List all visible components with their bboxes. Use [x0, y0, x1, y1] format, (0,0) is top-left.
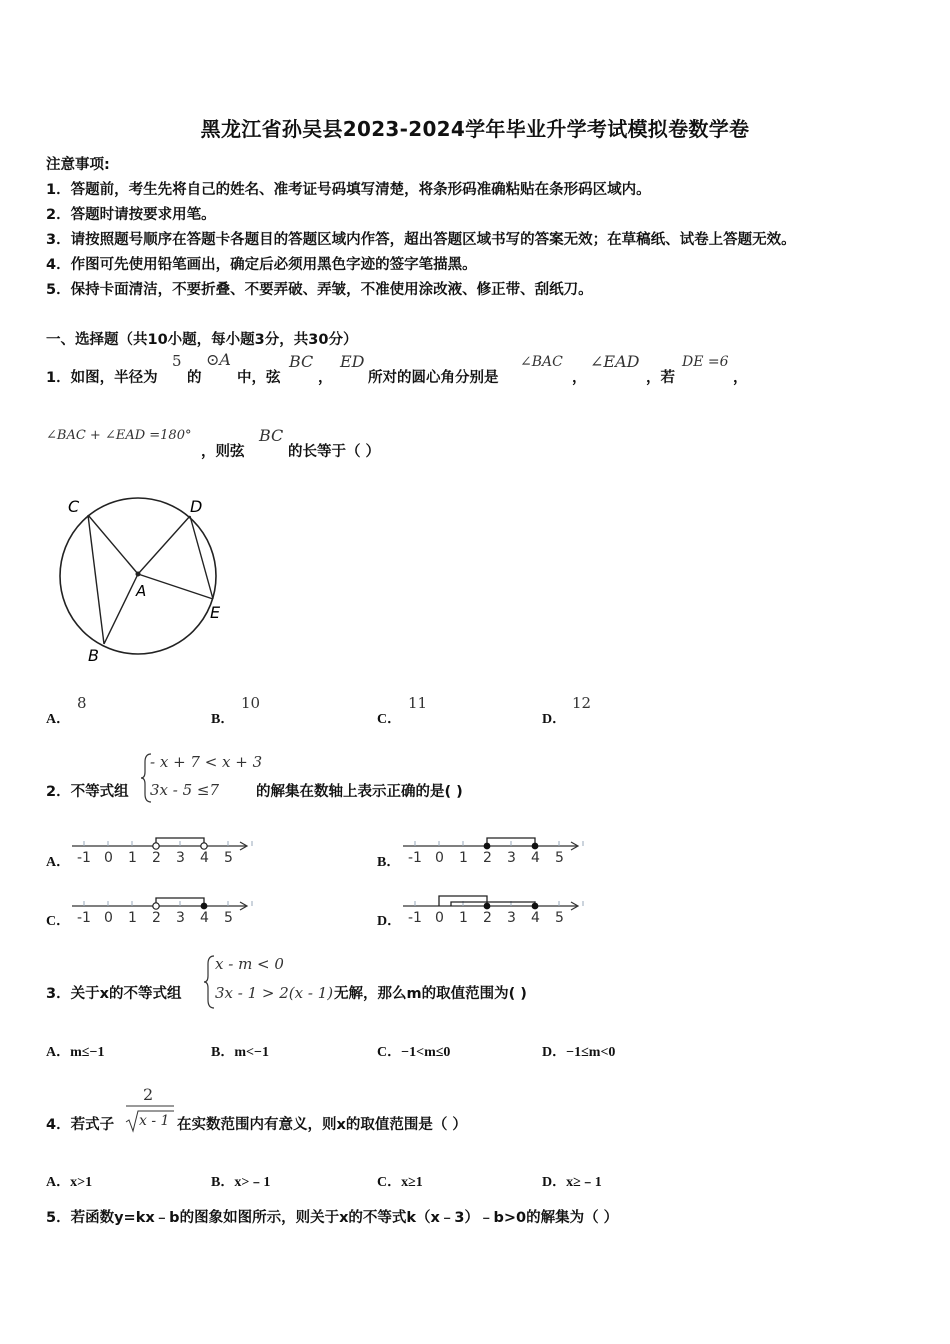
q3-option-d[interactable]: D．−1≤m<0 [542, 1045, 616, 1060]
tick-label: 2 [152, 910, 161, 926]
q1-text-2: 的 [187, 370, 202, 386]
notice-item: 3．请按照题号顺序在答题卡各题目的答题区域内作答，超出答题区域书写的答案无效；在草稿纸、试卷上答题无效。 [46, 232, 796, 248]
tick-label: 3 [507, 850, 516, 866]
q1-text-1: 1．如图，半径为 [46, 370, 158, 386]
q1-bc: BC [289, 352, 314, 371]
q2-option-d[interactable]: D． [377, 914, 402, 929]
tick-label: 0 [435, 910, 444, 926]
tick-label: 0 [104, 850, 113, 866]
q3-option-a-value: m≤−1 [70, 1045, 105, 1060]
q3-option-a[interactable]: A．m≤−1 [46, 1045, 105, 1060]
notice-item: 2．答题时请按要求用笔。 [46, 207, 216, 223]
q1-condition: ∠BAC + ∠EAD =180° [46, 428, 192, 443]
q3-option-c[interactable]: C．−1<m≤0 [377, 1045, 451, 1060]
q1-circle: ⊙A [206, 350, 231, 369]
q2-numberline-a [70, 826, 260, 872]
q1-text-3: 中，弦 [237, 370, 281, 386]
section-heading: 一、选择题（共10小题，每小题3分，共30分） [46, 332, 358, 348]
tick-label: 0 [435, 850, 444, 866]
q4-denominator: x - 1 [139, 1113, 170, 1129]
q4-option-a[interactable]: A．x>1 [46, 1175, 93, 1190]
q1-option-b-letter[interactable]: B． [211, 712, 235, 727]
q4-option-d-value: x≥﹣1 [566, 1175, 602, 1190]
brace-path [204, 956, 214, 1008]
q3-option-b[interactable]: B．m<−1 [211, 1045, 269, 1060]
tick-label: 5 [555, 910, 564, 926]
q1-circle-figure [50, 488, 240, 668]
center-point [136, 572, 141, 577]
q1-option-d-value: 12 [572, 694, 592, 712]
q2-option-b[interactable]: B． [377, 855, 401, 870]
tick-label: 3 [507, 910, 516, 926]
q1-option-c-letter[interactable]: C． [377, 712, 402, 727]
tick-label: 3 [176, 910, 185, 926]
tick-label: 4 [531, 850, 540, 866]
notice-item: 4．作图可先使用铅笔画出，确定后必须用黑色字迹的签字笔描黑。 [46, 257, 477, 273]
q4-text-2: 在实数范围内有意义，则x的取值范围是（ ） [177, 1117, 467, 1133]
q2-ineq-1: - x + 7 < x + 3 [150, 753, 263, 771]
label-a: A [136, 582, 147, 600]
q1-option-c-value: 11 [408, 694, 428, 712]
q3-text-1: 3．关于x的不等式组 [46, 986, 182, 1002]
notice-heading: 注意事项: [46, 157, 110, 173]
q1-angle-bac: ∠BAC [520, 354, 563, 370]
q2-option-c[interactable]: C． [46, 914, 71, 929]
segment-da [138, 516, 190, 574]
q2-numberline-b [401, 826, 591, 872]
q1-ed: ED [340, 352, 365, 371]
q4-option-b-value: x>﹣1 [234, 1175, 271, 1190]
q2-text-2: 的解集在数轴上表示正确的是( ) [256, 784, 463, 800]
label-b: B [88, 646, 99, 665]
open-point [153, 843, 159, 849]
q1-bc-2: BC [259, 426, 284, 445]
segment-ca [88, 515, 138, 574]
chord-de [190, 516, 213, 599]
tick-label: 0 [104, 910, 113, 926]
tick-label: -1 [77, 910, 91, 926]
q2-numberline-d [401, 886, 591, 932]
q4-option-b[interactable]: B．x>﹣1 [211, 1175, 271, 1190]
tick-label: -1 [408, 910, 422, 926]
q1-text-8: ， [733, 370, 748, 386]
q1-angle-ead: ∠EAD [590, 352, 640, 371]
q3-option-d-value: −1≤m<0 [566, 1045, 616, 1060]
tick-label: 1 [459, 910, 468, 926]
q3-ineq-2: 3x - 1 > 2(x - 1) [215, 984, 334, 1002]
q1-option-b-value: 10 [241, 694, 261, 712]
q1-option-a-value: 8 [77, 694, 87, 712]
tick-label: 3 [176, 850, 185, 866]
tick-label: 2 [152, 850, 161, 866]
q4-text-1: 4．若式子 [46, 1117, 115, 1133]
tick-label: 4 [200, 910, 209, 926]
open-point [201, 843, 207, 849]
tick-label: 1 [459, 850, 468, 866]
q2-numberline-c [70, 886, 260, 932]
q2-option-a[interactable]: A． [46, 855, 71, 870]
tick-label: 5 [224, 910, 233, 926]
q4-option-d[interactable]: D．x≥﹣1 [542, 1175, 602, 1190]
tick-label: 4 [200, 850, 209, 866]
q3-text-2: 无解，那么m的取值范围为( ) [334, 986, 527, 1002]
q3-ineq-1: x - m < 0 [215, 955, 284, 973]
notice-item: 5．保持卡面清洁，不要折叠、不要弄破、弄皱，不准使用涂改液、修正带、刮纸刀。 [46, 282, 593, 298]
q1-text-7: ，若 [646, 370, 675, 386]
tick-label: 1 [128, 910, 137, 926]
closed-point [201, 903, 208, 910]
q4-option-a-value: x>1 [70, 1175, 93, 1190]
q1-text-10: 的长等于（ ） [288, 444, 381, 460]
tick-label: 1 [128, 850, 137, 866]
q5-text: 5．若函数y=kx﹣b的图象如图所示，则关于x的不等式k（x﹣3）﹣b>0的解集为（ ） [46, 1210, 619, 1226]
closed-point [484, 903, 491, 910]
q1-text-9: ，则弦 [201, 444, 245, 460]
closed-point [532, 843, 539, 850]
q1-de: DE =6 [682, 354, 729, 370]
q1-text-5: 所对的圆心角分别是 [368, 370, 499, 386]
tick-label: -1 [77, 850, 91, 866]
tick-label: 5 [555, 850, 564, 866]
tick-label: 2 [483, 850, 492, 866]
label-d: D [190, 497, 203, 516]
q3-option-b-value: m<−1 [234, 1045, 269, 1060]
closed-point [484, 843, 491, 850]
q2-ineq-2: 3x - 5 ≤7 [150, 781, 220, 799]
label-e: E [210, 603, 221, 622]
q4-option-c[interactable]: C．x≥1 [377, 1175, 423, 1190]
q1-option-d-letter[interactable]: D． [542, 712, 567, 727]
q1-option-a-letter[interactable]: A． [46, 712, 71, 727]
tick-label: 2 [483, 910, 492, 926]
q1-text-6: ， [572, 370, 587, 386]
page-title: 黑龙江省孙吴县2023-2024学年毕业升学考试模拟卷数学卷 [200, 117, 750, 141]
q4-option-c-value: x≥1 [401, 1175, 423, 1190]
q1-radius: 5 [172, 352, 182, 370]
chord-cb [88, 515, 104, 644]
q1-text-4: ， [318, 370, 333, 386]
q3-option-c-value: −1<m≤0 [401, 1045, 451, 1060]
tick-label: 4 [531, 910, 540, 926]
open-point [153, 903, 159, 909]
segment-ae [138, 574, 213, 599]
tick-label: -1 [408, 850, 422, 866]
label-c: C [68, 497, 80, 516]
notice-item: 1．答题前，考生先将自己的姓名、准考证号码填写清楚，将条形码准确粘贴在条形码区域内。 [46, 182, 651, 198]
q4-numerator: 2 [143, 1085, 154, 1104]
closed-point [532, 903, 539, 910]
segment-ba [104, 574, 138, 644]
tick-label: 5 [224, 850, 233, 866]
q2-text-1: 2．不等式组 [46, 784, 129, 800]
